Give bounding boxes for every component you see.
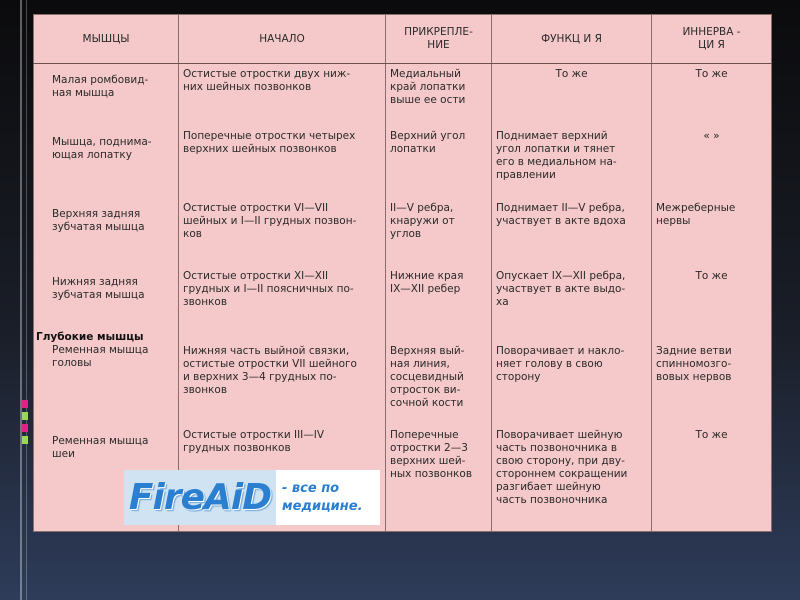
origin-cell xyxy=(179,126,386,198)
innervation-cell-text: То же xyxy=(695,68,728,80)
origin-cell xyxy=(179,329,386,425)
group-heading-deep-muscles: Глубокие мышцы xyxy=(36,330,144,343)
origin-cell-text: Нижняя часть выйной связки, остистые отростки VII шейного и верхних 3—4 грудных по- звонков xyxy=(183,344,357,396)
origin-cell xyxy=(179,198,386,266)
origin-cell-text: Остистые отростки XI—XII грудных и I—II поясничных по- звонков xyxy=(183,270,354,309)
table-row xyxy=(34,64,772,126)
muscle-table xyxy=(33,14,772,532)
innervation-cell-text: То же xyxy=(695,429,728,442)
function-cell-text: То же xyxy=(555,68,588,80)
function-cell xyxy=(492,425,652,531)
muscle-name-text: Малая ромбовид- ная мышца xyxy=(52,74,149,99)
insertion-cell xyxy=(386,126,492,198)
muscle-name-text: Ременная мышца шеи xyxy=(52,435,149,461)
muscle-name-cell xyxy=(34,64,179,126)
muscle-name-text: Нижняя задняя зубчатая мышца xyxy=(52,276,145,302)
function-cell xyxy=(492,198,652,266)
table-header-row xyxy=(34,15,772,64)
logo-tagline: - все по медицине. xyxy=(282,481,363,514)
insertion-cell xyxy=(386,425,492,531)
logo-brand: FireAiD xyxy=(124,470,276,525)
table-row xyxy=(34,329,772,425)
innervation-cell-text: Межреберные нервы xyxy=(656,202,736,228)
function-cell-text: Поднимает верхний угол лопатки и тянет его в медиальном на- правлении xyxy=(496,129,617,181)
insertion-cell-text: Верхний угол лопатки xyxy=(390,129,466,155)
insertion-cell-text: II—V ребра, кнаружи от углов xyxy=(390,202,455,241)
header-origin: НАЧАЛО xyxy=(179,15,386,64)
function-cell xyxy=(492,64,652,126)
function-cell-text: Поворачивает и накло- няет голову в свою сторону xyxy=(496,344,625,383)
function-cell xyxy=(492,126,652,198)
function-cell-text: Поднимает II—V ребра, участвует в акте вдоха xyxy=(496,202,626,228)
innervation-cell xyxy=(652,198,772,266)
insertion-cell xyxy=(386,329,492,425)
innervation-cell-text: Задние ветви спинномозго- вовых нервов xyxy=(656,344,732,383)
fireaid-logo xyxy=(124,470,380,525)
origin-cell xyxy=(179,64,386,126)
insertion-cell xyxy=(386,266,492,328)
table-row xyxy=(34,266,772,328)
function-cell xyxy=(492,266,652,328)
insertion-cell-text: Нижние края IX—XII ребер xyxy=(390,270,464,296)
muscle-name-cell xyxy=(34,329,179,425)
table-row xyxy=(34,126,772,198)
innervation-cell xyxy=(652,329,772,425)
header-muscles: МЫШЦЫ xyxy=(34,15,179,64)
green-square-marker xyxy=(22,412,28,420)
green-square-marker xyxy=(22,436,28,444)
origin-cell-text: Поперечные отростки четырех верхних шейных позвонков xyxy=(183,129,356,155)
muscle-name-cell xyxy=(34,198,179,266)
insertion-cell xyxy=(386,198,492,266)
origin-cell-text: Остистые отростки VI—VII шейных и I—II грудных позвон- ков xyxy=(183,202,357,241)
origin-cell xyxy=(179,266,386,328)
header-innervation: ИННЕРВА - ЦИ Я xyxy=(652,15,772,64)
function-cell-text: Поворачивает шейную часть позвоночника в свою сторону, при дву- стороннем сокращении разгибает шейную часть позвоночника xyxy=(496,429,628,507)
header-insertion: ПРИКРЕПЛЕ- НИЕ xyxy=(386,15,492,64)
muscle-name-cell xyxy=(34,266,179,328)
innervation-cell xyxy=(652,64,772,126)
innervation-cell xyxy=(652,425,772,531)
innervation-cell-text: То же xyxy=(695,270,728,283)
muscle-name-text: Мышца, поднима- ющая лопатку xyxy=(52,135,152,161)
muscle-name-text: Ременная мышца головы xyxy=(52,343,149,369)
insertion-cell xyxy=(386,64,492,126)
insertion-cell-text: Поперечные отростки 2—3 верхних шей- ных позвонков xyxy=(390,429,473,481)
muscle-name-text: Верхняя задняя зубчатая мышца xyxy=(52,208,145,234)
table-row xyxy=(34,198,772,266)
origin-cell-text: Остистые отростки двух ниж- них шейных позвонков xyxy=(183,68,351,93)
slide-decoration-left xyxy=(0,0,34,600)
origin-cell-text: Остистые отростки III—IV грудных позвонков xyxy=(183,429,325,455)
innervation-cell xyxy=(652,266,772,328)
innervation-cell xyxy=(652,126,772,198)
insertion-cell-text: Медиальный край лопатки выше ее ости xyxy=(390,68,466,106)
function-cell xyxy=(492,329,652,425)
header-function: ФУНКЦ И Я xyxy=(492,15,652,64)
muscle-name-cell xyxy=(34,126,179,198)
pink-square-marker xyxy=(22,400,28,408)
pink-square-marker xyxy=(22,424,28,432)
function-cell-text: Опускает IX—XII ребра, участвует в акте выдо- ха xyxy=(496,270,626,309)
innervation-cell-text: « » xyxy=(703,129,720,142)
insertion-cell-text: Верхняя вый- ная линия, сосцевидный отросток ви- сочной кости xyxy=(390,344,465,409)
